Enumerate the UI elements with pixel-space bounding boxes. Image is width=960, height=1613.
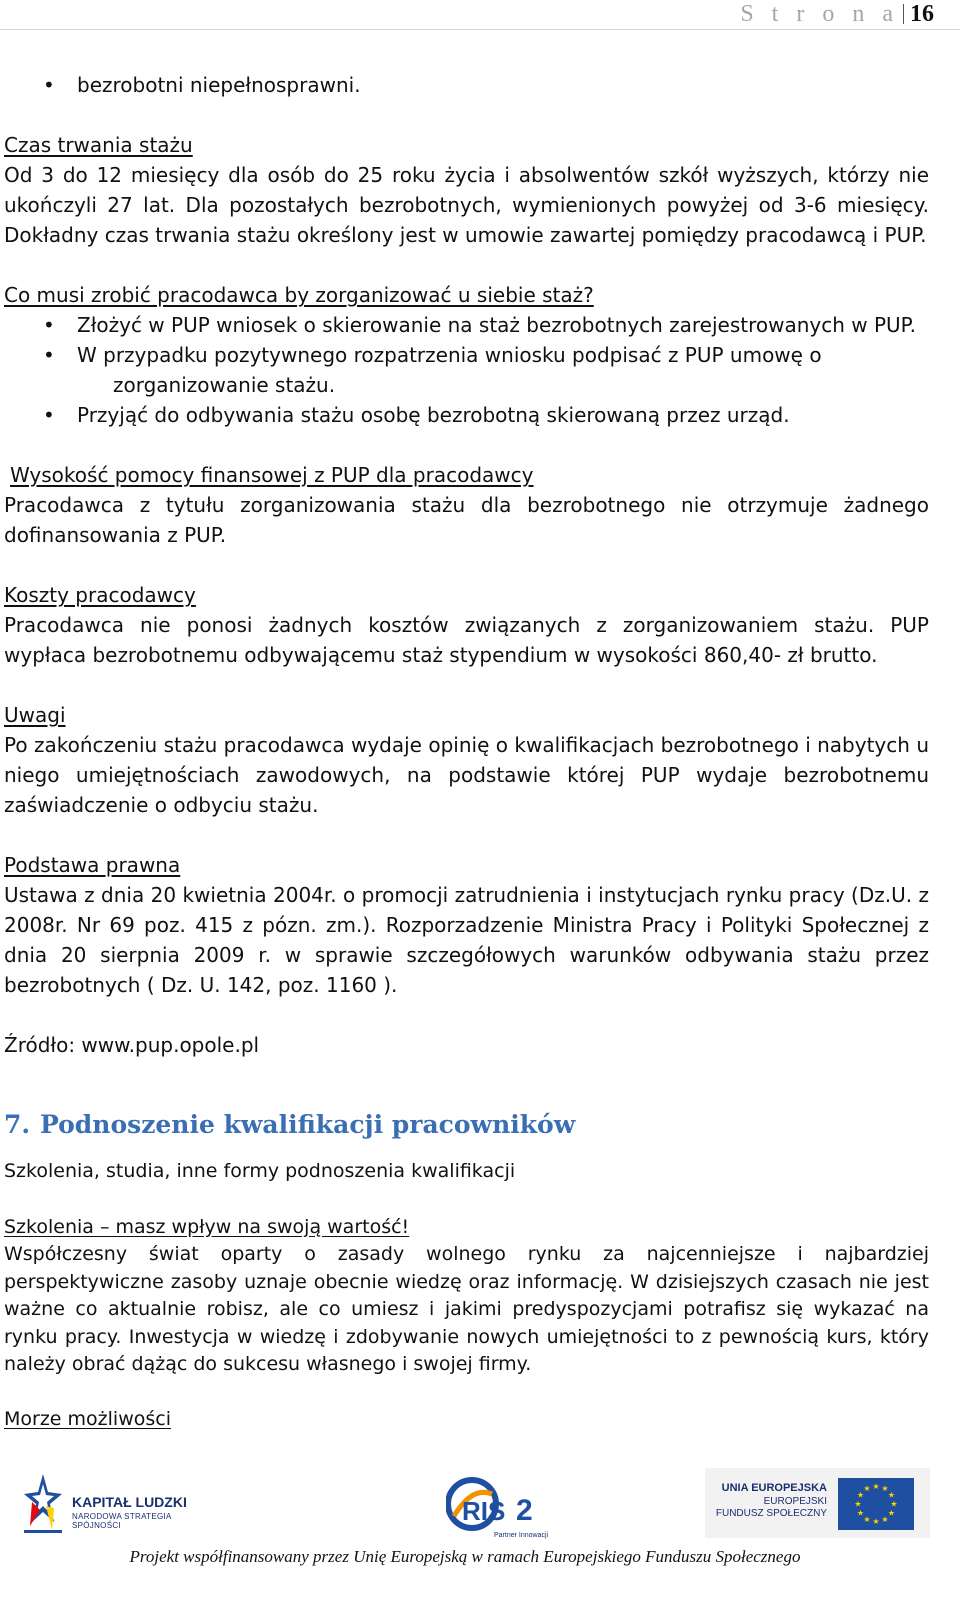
section-body: Po zakończeniu stażu pracodawca wydaje opinię o kwalifikacjach bezrobotnego i nabytych u niego umiejętnościach zawodowych, na podstawie której PUP wydaje bezrobotnemu zaświadczenie o odbyciu stażu. xyxy=(4,733,929,817)
section-heading: Co musi zrobić pracodawca by zorganizować u siebie staż? xyxy=(4,283,594,307)
section-heading: Uwagi xyxy=(4,703,66,727)
page-number: 16 xyxy=(910,1,934,27)
svg-text:★: ★ xyxy=(872,1482,880,1491)
kapital-ludzki-subtext: NARODOWA STRATEGIA SPÓJNOŚCI xyxy=(72,1512,172,1530)
kapital-ludzki-logo xyxy=(22,1472,212,1538)
requirements-list xyxy=(4,310,929,430)
svg-text:★: ★ xyxy=(856,1508,865,1518)
svg-text:2: 2 xyxy=(516,1494,533,1527)
intro-list xyxy=(4,70,929,100)
chapter-title: Podnoszenie kwalifikacji pracowników xyxy=(40,1110,576,1139)
svg-text:★: ★ xyxy=(887,1490,896,1500)
section-heading: Szkolenia – masz wpływ na swoją wartość! xyxy=(4,1215,410,1238)
eu-text-2: EUROPEJSKI xyxy=(763,1496,827,1507)
eu-text-3: FUNDUSZ SPOŁECZNY xyxy=(715,1508,827,1519)
list-item: • Złożyć w PUP wniosek o skierowanie na staż bezrobotnych zarejestrowanych w PUP. xyxy=(43,313,916,337)
svg-text:★: ★ xyxy=(863,1515,871,1524)
list-item: • W przypadku pozytywnego rozpatrzenia wniosku podpisać z PUP umowę o zorganizowanie stażu. xyxy=(43,343,822,397)
section-heading: Koszty pracodawcy xyxy=(4,583,196,607)
section-heading: Podstawa prawna xyxy=(4,853,181,877)
page-number-block xyxy=(740,0,934,28)
footer-note: Projekt współfinansowany przez Unię Europejską w ramach Europejskiego Funduszu Społecznego xyxy=(129,1547,801,1566)
section-body: Pracodawca nie ponosi żadnych kosztów związanych z zorganizowaniem stażu. PUP wypłaca bezrobotnemu odbywającemu staż stypendium w wysokości 860,40- zł brutto. xyxy=(4,613,929,667)
ris-emblem-icon xyxy=(446,1476,556,1534)
svg-text:★: ★ xyxy=(890,1499,898,1509)
page-word: S t r o n a xyxy=(740,1,899,27)
eu-logo xyxy=(705,1468,930,1538)
page-content xyxy=(4,70,929,1433)
svg-text:★: ★ xyxy=(872,1517,880,1526)
section-heading: Wysokość pomocy finansowej z PUP dla pracodawcy xyxy=(10,463,534,487)
section-body: Ustawa z dnia 20 kwietnia 2004r. o promocji zatrudnienia i instytucjach rynku pracy (Dz.U. z 2008r. Nr 69 poz. 415 z pózn. zm.). Rozporzadzenie Ministra Pracy i Polityki Społecznej z dnia 20 sierpnia 2009 r. w sprawie szczegółowych warunków odbywania stażu przez bezrobotnych ( Dz. U. 142, poz. 1160 ). xyxy=(4,883,929,997)
list-item: • bezrobotni niepełnosprawni. xyxy=(43,73,361,97)
footer-logos xyxy=(0,1468,960,1548)
chapter-subtitle: Szkolenia, studia, inne formy podnoszenia kwalifikacji xyxy=(4,1160,516,1182)
ris-caption: Partner Innowacji xyxy=(494,1532,549,1539)
ris-logo xyxy=(446,1476,556,1538)
section-heading: Morze możliwości xyxy=(4,1407,171,1430)
svg-text:RIS: RIS xyxy=(462,1496,506,1526)
svg-text:★: ★ xyxy=(863,1484,871,1493)
page-separator xyxy=(903,4,904,24)
list-item: • Przyjąć do odbywania stażu osobę bezrobotną skierowaną przez urząd. xyxy=(43,403,790,427)
chapter-heading xyxy=(4,1108,929,1142)
section-heading: Czas trwania stażu xyxy=(4,133,193,157)
section-body: Od 3 do 12 miesięcy dla osób do 25 roku życia i absolwentów szkół wyższych, którzy nie ukończyli 27 lat. Dla pozostałych bezrobotnych, wymienionych powyżej od 3-6 miesięcy. Dokładny czas trwania stażu określony jest w umowie zawartej pomiędzy pracodawcą i PUP. xyxy=(4,163,929,247)
eu-flag-icon xyxy=(838,1478,914,1530)
svg-text:★: ★ xyxy=(854,1499,862,1509)
section-body: Pracodawca z tytułu zorganizowania stażu dla bezrobotnego nie otrzymuje żadnego dofinansowania z PUP. xyxy=(4,493,929,547)
page-header xyxy=(0,0,960,30)
section-body: Współczesny świat oparty o zasady wolnego rynku za najcenniejsze i najbardziej perspektywiczne zasoby uznaje obecnie wiedzę oraz informację. W dzisiejszych czasach nie jest ważne co aktualnie robisz, ale co umiesz i jakimi predyspozycjami potrafisz się wykazać na rynku pracy. Inwestycja w wiedzę i zdobywanie nowych umiejętności to z pewnością kurs, który należy obrać dążąc do sukcesu własnego i swojej firmy. xyxy=(4,1243,929,1375)
chapter-number: 7. xyxy=(4,1110,31,1139)
eu-text-1: UNIA EUROPEJSKA xyxy=(721,1482,827,1494)
svg-text:★: ★ xyxy=(881,1515,889,1524)
svg-text:★: ★ xyxy=(881,1484,889,1493)
kapital-ludzki-text: KAPITAŁ LUDZKI xyxy=(72,1494,187,1510)
svg-text:★: ★ xyxy=(887,1508,896,1518)
kapital-ludzki-star-icon xyxy=(22,1472,64,1534)
source-line: Źródło: www.pup.opole.pl xyxy=(4,1033,260,1057)
svg-text:★: ★ xyxy=(856,1490,865,1500)
